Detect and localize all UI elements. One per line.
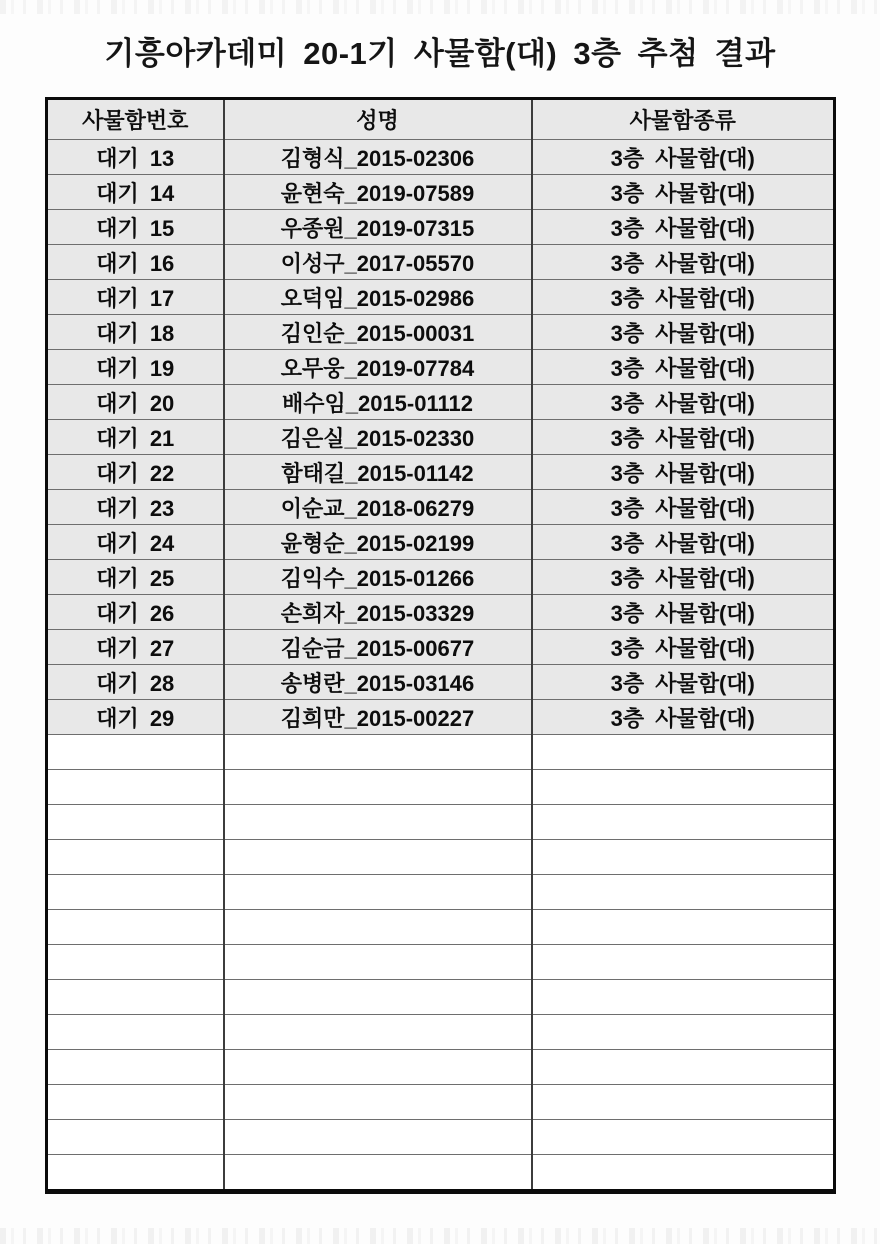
empty-locker-type-cell — [532, 1015, 835, 1050]
name-cell: 김희만_2015-00227 — [224, 700, 532, 735]
empty-table-row — [47, 770, 835, 805]
empty-table-row — [47, 910, 835, 945]
page-title: 기흥아카데미 20-1기 사물함(대) 3층 추첨 결과 — [104, 36, 776, 71]
locker-type-cell: 3층 사물함(대) — [532, 665, 835, 700]
table-row — [47, 315, 835, 350]
locker-no-cell: 대기 25 — [47, 560, 224, 595]
empty-name-cell — [224, 840, 532, 875]
locker-no-cell: 대기 28 — [47, 665, 224, 700]
empty-table-row — [47, 945, 835, 980]
name-cell: 김익수_2015-01266 — [224, 560, 532, 595]
empty-name-cell — [224, 945, 532, 980]
locker-no-cell: 대기 18 — [47, 315, 224, 350]
table-row — [47, 245, 835, 280]
column-header-locker-type: 사물함종류 — [532, 99, 835, 140]
name-cell: 김은실_2015-02330 — [224, 420, 532, 455]
name-cell: 김인순_2015-00031 — [224, 315, 532, 350]
locker-no-cell: 대기 20 — [47, 385, 224, 420]
table-body — [47, 140, 835, 1192]
empty-locker-no-cell — [47, 1050, 224, 1085]
empty-table-row — [47, 840, 835, 875]
name-cell: 이순교_2018-06279 — [224, 490, 532, 525]
table-row — [47, 630, 835, 665]
empty-table-row — [47, 875, 835, 910]
table-row — [47, 280, 835, 315]
empty-locker-no-cell — [47, 1120, 224, 1155]
table-row — [47, 560, 835, 595]
empty-locker-type-cell — [532, 945, 835, 980]
name-cell: 김형식_2015-02306 — [224, 140, 532, 175]
empty-locker-no-cell — [47, 980, 224, 1015]
locker-no-cell: 대기 14 — [47, 175, 224, 210]
name-cell: 오덕임_2015-02986 — [224, 280, 532, 315]
scan-noise-top — [0, 0, 880, 14]
locker-type-cell: 3층 사물함(대) — [532, 420, 835, 455]
empty-locker-no-cell — [47, 805, 224, 840]
locker-type-cell: 3층 사물함(대) — [532, 315, 835, 350]
locker-type-cell: 3층 사물함(대) — [532, 630, 835, 665]
table-header — [47, 99, 835, 140]
empty-table-row — [47, 1120, 835, 1155]
empty-table-row — [47, 1155, 835, 1192]
locker-no-cell: 대기 29 — [47, 700, 224, 735]
table-row — [47, 350, 835, 385]
name-cell: 김순금_2015-00677 — [224, 630, 532, 665]
empty-name-cell — [224, 910, 532, 945]
locker-type-cell: 3층 사물함(대) — [532, 385, 835, 420]
locker-results-table — [45, 97, 836, 1194]
empty-table-row — [47, 980, 835, 1015]
empty-locker-no-cell — [47, 1085, 224, 1120]
empty-table-row — [47, 1050, 835, 1085]
locker-no-cell: 대기 23 — [47, 490, 224, 525]
empty-name-cell — [224, 770, 532, 805]
empty-locker-type-cell — [532, 980, 835, 1015]
empty-locker-type-cell — [532, 1120, 835, 1155]
table-row — [47, 700, 835, 735]
locker-type-cell: 3층 사물함(대) — [532, 280, 835, 315]
locker-type-cell: 3층 사물함(대) — [532, 175, 835, 210]
locker-no-cell: 대기 22 — [47, 455, 224, 490]
locker-type-cell: 3층 사물함(대) — [532, 210, 835, 245]
empty-name-cell — [224, 875, 532, 910]
locker-no-cell: 대기 27 — [47, 630, 224, 665]
locker-no-cell: 대기 16 — [47, 245, 224, 280]
table-row — [47, 175, 835, 210]
empty-table-row — [47, 1015, 835, 1050]
empty-table-row — [47, 805, 835, 840]
table-row — [47, 455, 835, 490]
locker-type-cell: 3층 사물함(대) — [532, 560, 835, 595]
name-cell: 이성구_2017-05570 — [224, 245, 532, 280]
empty-locker-no-cell — [47, 770, 224, 805]
empty-locker-type-cell — [532, 1050, 835, 1085]
empty-locker-type-cell — [532, 1085, 835, 1120]
table-row — [47, 210, 835, 245]
locker-no-cell: 대기 26 — [47, 595, 224, 630]
name-cell: 송병란_2015-03146 — [224, 665, 532, 700]
name-cell: 우종원_2019-07315 — [224, 210, 532, 245]
table-row — [47, 665, 835, 700]
locker-no-cell: 대기 13 — [47, 140, 224, 175]
table-row — [47, 595, 835, 630]
column-header-locker-no: 사물함번호 — [47, 99, 224, 140]
empty-name-cell — [224, 1050, 532, 1085]
locker-no-cell: 대기 15 — [47, 210, 224, 245]
empty-locker-no-cell — [47, 945, 224, 980]
table-row — [47, 420, 835, 455]
empty-locker-type-cell — [532, 1155, 835, 1192]
table-row — [47, 385, 835, 420]
name-cell: 함태길_2015-01142 — [224, 455, 532, 490]
empty-locker-no-cell — [47, 840, 224, 875]
locker-no-cell: 대기 21 — [47, 420, 224, 455]
name-cell: 손희자_2015-03329 — [224, 595, 532, 630]
empty-name-cell — [224, 980, 532, 1015]
locker-no-cell: 대기 19 — [47, 350, 224, 385]
empty-locker-no-cell — [47, 735, 224, 770]
empty-locker-type-cell — [532, 735, 835, 770]
locker-type-cell: 3층 사물함(대) — [532, 455, 835, 490]
name-cell: 윤현숙_2019-07589 — [224, 175, 532, 210]
locker-type-cell: 3층 사물함(대) — [532, 595, 835, 630]
empty-table-row — [47, 735, 835, 770]
empty-locker-type-cell — [532, 805, 835, 840]
empty-name-cell — [224, 1015, 532, 1050]
name-cell: 배수임_2015-01112 — [224, 385, 532, 420]
table-row — [47, 140, 835, 175]
empty-name-cell — [224, 1085, 532, 1120]
empty-locker-no-cell — [47, 875, 224, 910]
locker-no-cell: 대기 17 — [47, 280, 224, 315]
column-header-name: 성명 — [224, 99, 532, 140]
empty-name-cell — [224, 735, 532, 770]
empty-locker-no-cell — [47, 910, 224, 945]
empty-locker-type-cell — [532, 875, 835, 910]
locker-type-cell: 3층 사물함(대) — [532, 140, 835, 175]
empty-locker-type-cell — [532, 770, 835, 805]
empty-locker-type-cell — [532, 840, 835, 875]
table-row — [47, 490, 835, 525]
locker-no-cell: 대기 24 — [47, 525, 224, 560]
locker-type-cell: 3층 사물함(대) — [532, 490, 835, 525]
locker-type-cell: 3층 사물함(대) — [532, 525, 835, 560]
scan-noise-bottom — [0, 1228, 880, 1244]
name-cell: 오무웅_2019-07784 — [224, 350, 532, 385]
header-row — [47, 99, 835, 140]
empty-name-cell — [224, 1120, 532, 1155]
table-row — [47, 525, 835, 560]
empty-locker-no-cell — [47, 1155, 224, 1192]
locker-type-cell: 3층 사물함(대) — [532, 700, 835, 735]
empty-locker-type-cell — [532, 910, 835, 945]
locker-type-cell: 3층 사물함(대) — [532, 350, 835, 385]
empty-locker-no-cell — [47, 1015, 224, 1050]
locker-type-cell: 3층 사물함(대) — [532, 245, 835, 280]
empty-table-row — [47, 1085, 835, 1120]
name-cell: 윤형순_2015-02199 — [224, 525, 532, 560]
empty-name-cell — [224, 1155, 532, 1192]
empty-name-cell — [224, 805, 532, 840]
